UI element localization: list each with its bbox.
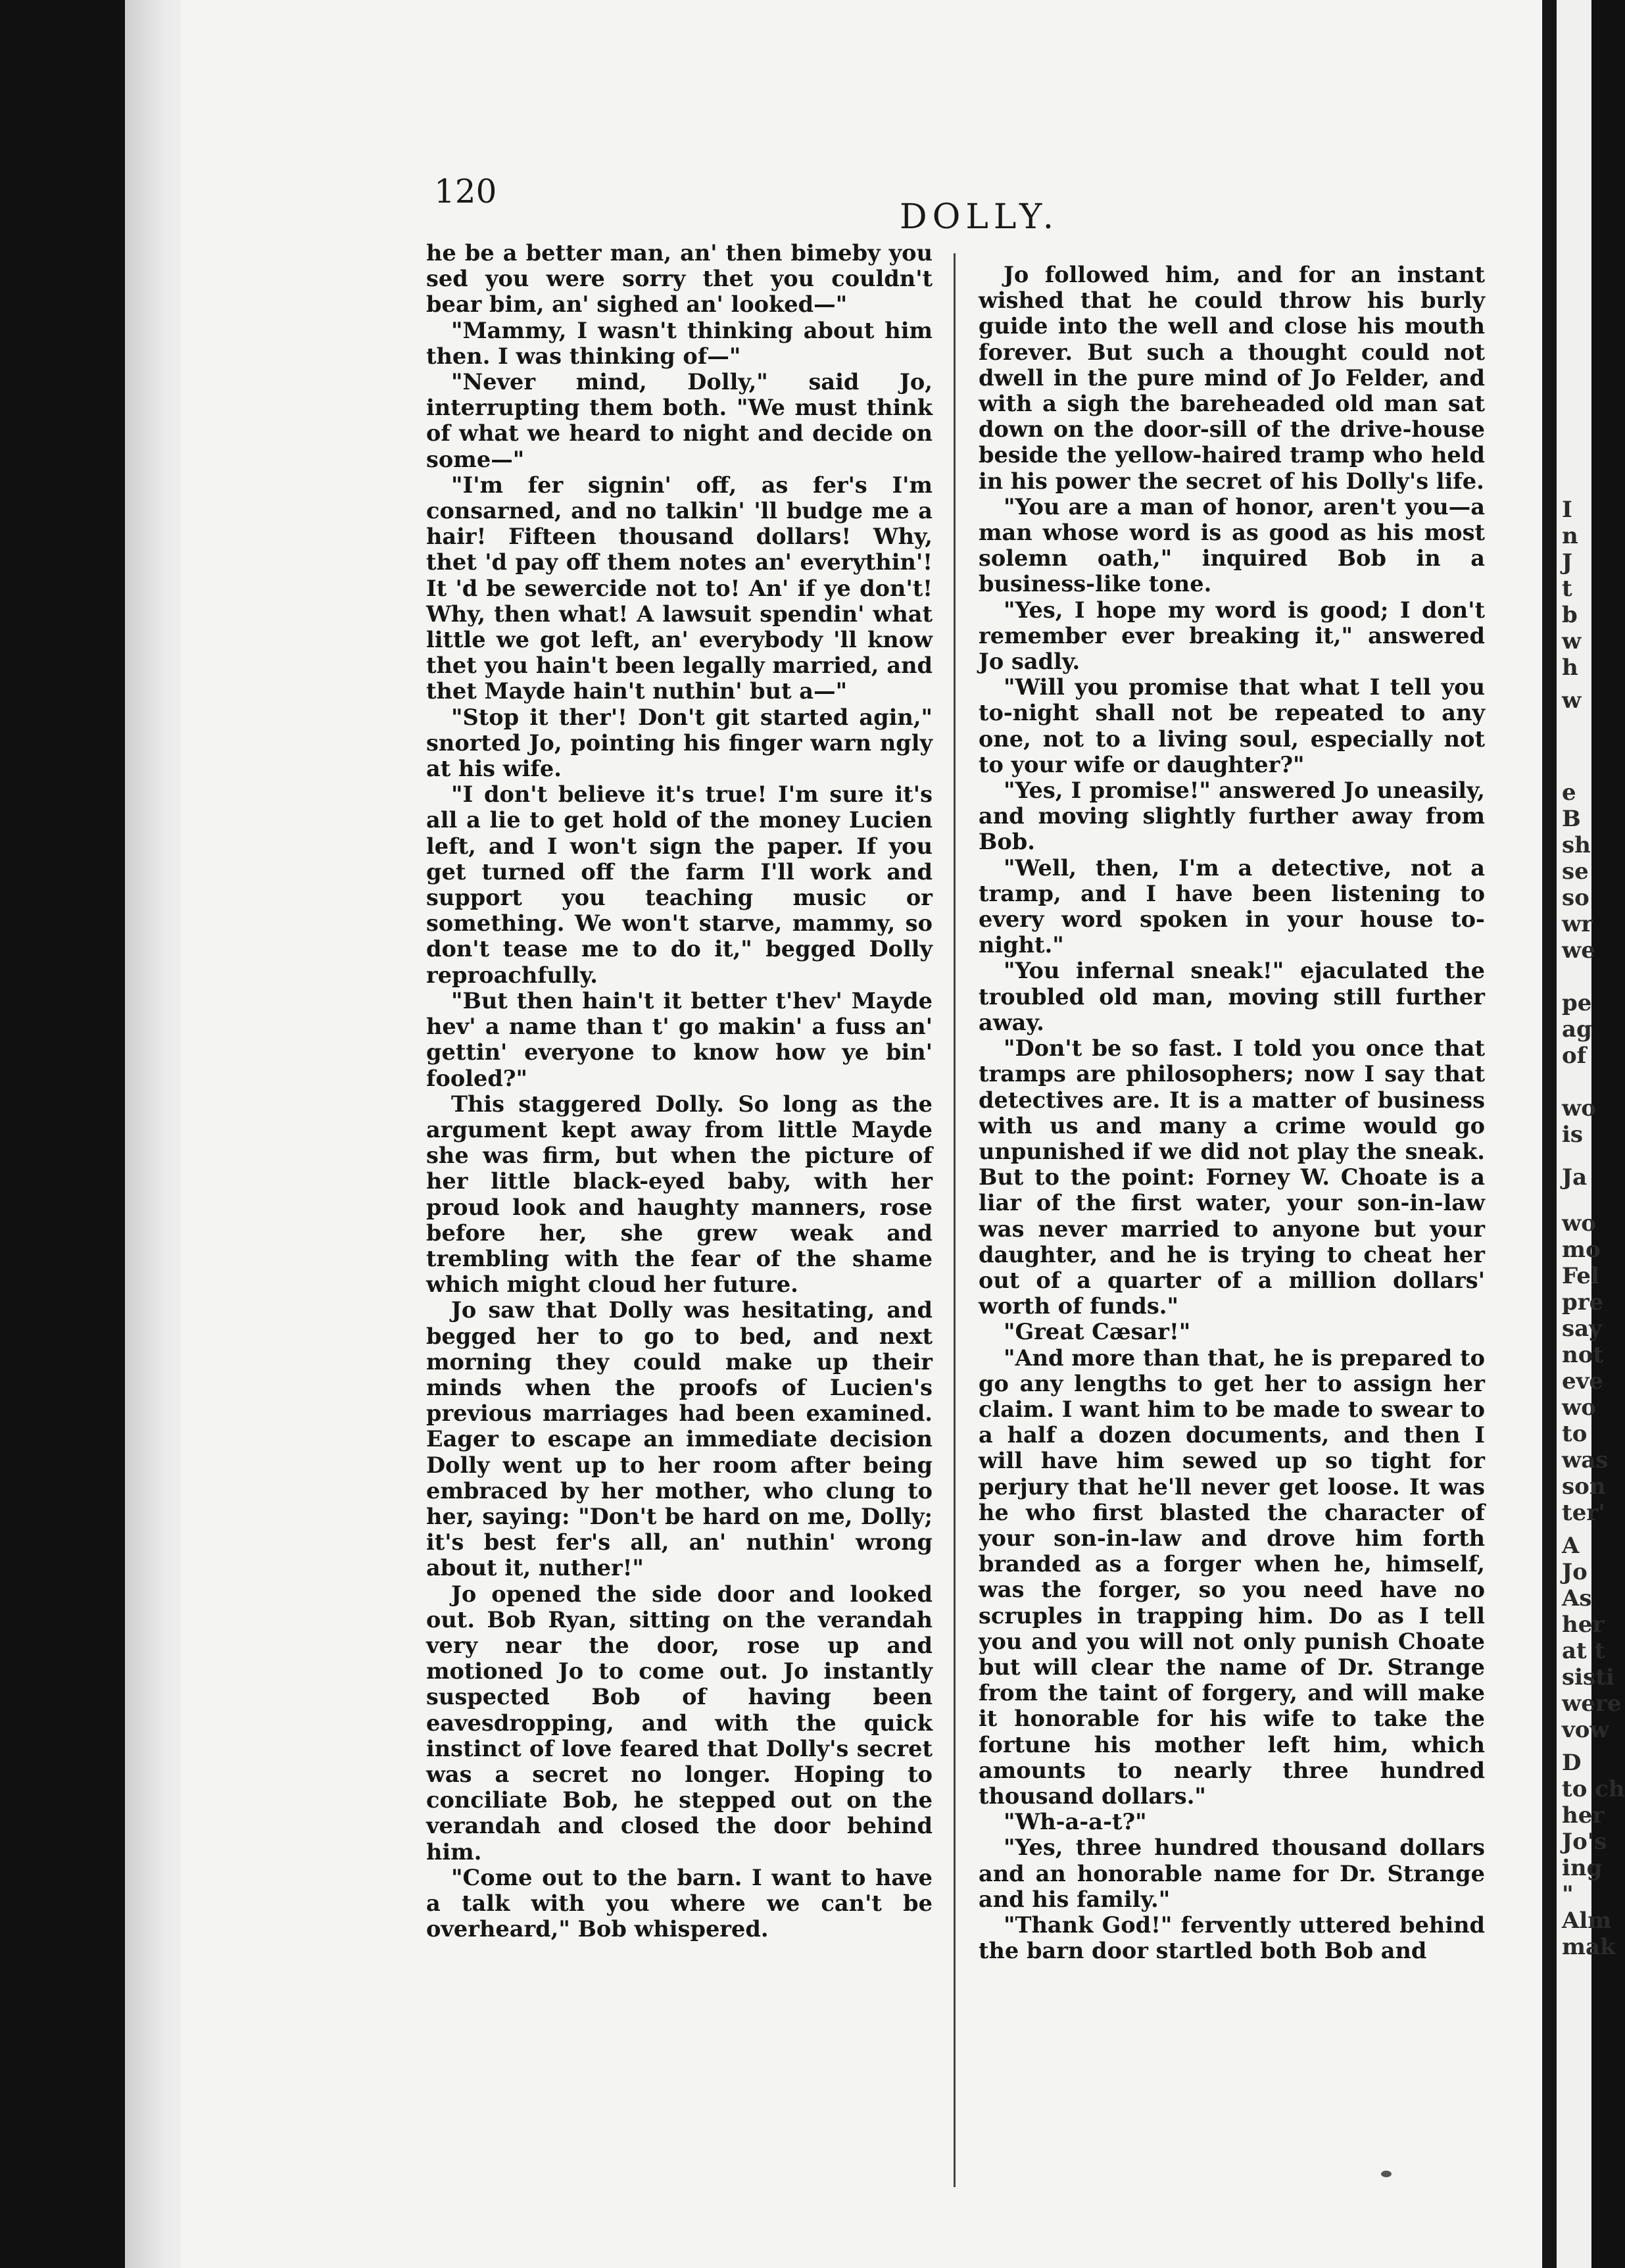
facing-page-fragment: As — [1562, 1585, 1592, 1612]
facing-page-fragment: to — [1562, 1421, 1588, 1447]
paragraph: "Mammy, I wasn't thinking about him then. I was thinking of—" — [426, 316, 933, 369]
paragraph: "Yes, I promise!" answered Jo uneasily, and moving slightly further away from Bob. — [979, 777, 1485, 855]
paragraph: "Will you promise that what I tell you to-night shall not be repeated to any one, not to a living soul, especially not to your wife or daughter?" — [979, 674, 1485, 777]
paragraph: "Yes, I hope my word is good; I don't remember ever breaking it," answered Jo sadly. — [979, 596, 1485, 675]
facing-page-fragment: e — [1562, 779, 1576, 806]
facing-page-fragment: Ja — [1562, 1164, 1588, 1191]
facing-page-fragment: J — [1562, 549, 1573, 576]
facing-page-fragment: to ch — [1562, 1776, 1625, 1802]
paragraph: "Yes, three hundred thousand dollars and an honorable name for Dr. Strange and his family." — [979, 1834, 1485, 1912]
facing-page-fragment: B — [1562, 806, 1581, 832]
facing-page-fragment: ing — [1562, 1855, 1603, 1881]
facing-page-fragment: so — [1562, 885, 1589, 911]
paragraph: "Don't be so fast. I told you once that tramps are philosophers; now I say that detectives are. It is a matter of business with us and many a crime would go unpunished if we did not play the sneak. But to the point: Forney W. Choate is a liar of the first water, your son-in-law was never married to anyone but your daughter, and he is trying to cheat her out of a quarter of a million dollars' worth of funds." — [979, 1035, 1485, 1319]
facing-page-fragment: Jo — [1562, 1559, 1588, 1585]
facing-page-fragment: we — [1562, 937, 1595, 964]
facing-page-fragment: eve — [1562, 1368, 1604, 1394]
paragraph: "You are a man of honor, aren't you—a man whose word is as good as his most solemn oath," inquired Bob in a business-like tone. — [979, 493, 1485, 597]
facing-page-fragment: sh — [1562, 832, 1591, 858]
facing-page-fragment: wo — [1562, 1210, 1596, 1237]
paragraph: "You infernal sneak!" ejaculated the troubled old man, moving still further away. — [979, 957, 1485, 1035]
facing-page-fragment: pe — [1562, 990, 1592, 1016]
facing-page-fragment: mo — [1562, 1237, 1601, 1263]
paragraph: "Thank God!" fervently uttered behind the barn door startled both Bob and — [979, 1911, 1485, 1964]
facing-page-fragment: t — [1562, 576, 1572, 602]
facing-page-fragment: of — [1562, 1043, 1587, 1069]
facing-page-fragment: wr — [1562, 911, 1593, 937]
facing-page-fragment: vow — [1562, 1717, 1609, 1743]
facing-page-fragment: was — [1562, 1447, 1609, 1473]
facing-page-fragment: I — [1562, 497, 1572, 523]
facing-page-fragment: son — [1562, 1473, 1606, 1500]
paragraph: "Wh-a-a-t?" — [1004, 1808, 1147, 1835]
facing-page-fragment: not — [1562, 1342, 1604, 1368]
paragraph: he be a better man, an' then bimeby you sed you were sorry thet you couldn't bear bim, an' sighed an' looked—" — [426, 239, 933, 318]
facing-page-edge — [1557, 0, 1625, 2268]
facing-page-fragment: n — [1562, 523, 1578, 549]
running-head: DOLLY. — [900, 197, 1059, 237]
facing-page-fragment: pre — [1562, 1289, 1604, 1316]
print-speck — [1381, 2171, 1392, 2177]
facing-page-fragment: se — [1562, 858, 1589, 885]
column-rule — [954, 253, 956, 2187]
paragraph: "I'm fer signin' off, as fer's I'm consarned, and no talkin' 'll budge me a hair! Fifteen thousand dollars! Why, thet 'd pay off them notes an' everythin'! It 'd be sewercide not to! An' if ye don't! Why, then what! A lawsuit spendin' what little we got left, an' everybody 'll know thet you hain't been legally married, and thet Mayde hain't nuthin' but a—" — [426, 471, 933, 704]
facing-page-fragment: is — [1562, 1122, 1584, 1148]
facing-page-fragment: Jo's — [1562, 1829, 1607, 1855]
paragraph: Jo saw that Dolly was hesitating, and begged her to go to bed, and next morning they could make up their minds when the proofs of Lucien's previous marriages had been examined. Eager to escape an immediate decision Dolly went up to her room after being embraced by her mother, who clung to her, saying: "Don't be hard on me, Dolly; it's best fer's all, an' nuthin' wrong about it, nuther!" — [426, 1296, 933, 1581]
facing-page-fragment: w — [1562, 687, 1582, 714]
paragraph: "And more than that, he is prepared to go any lengths to get her to assign her claim. I want him to be made to swear to a half a dozen documents, and then I will have him sewed up so tight for perjury that he'll never get loose. It was he who first blasted the character of your son-in-law and drove him forth branded as a forger when he, himself, was the forger, so you need have no scruples in trapping him. Do as I tell you and you will not only punish Choate but will clear the name of Dr. Strange from the taint of forgery, and will make it honorable for his wife to take the fortune his mother left him, which amounts to nearly three hundred thousand dollars." — [979, 1344, 1485, 1809]
facing-page-fragment: Alm — [1562, 1908, 1612, 1934]
facing-page-fragment: at t — [1562, 1638, 1605, 1664]
facing-page-fragment: h — [1562, 654, 1578, 681]
facing-page-fragment: say — [1562, 1316, 1602, 1342]
facing-page-fragment: b — [1562, 602, 1578, 628]
left-text-column — [426, 240, 933, 1942]
facing-page-fragment: w — [1562, 628, 1582, 654]
facing-page-fragment: ag — [1562, 1016, 1592, 1043]
facing-page-fragment: " — [1562, 1881, 1574, 1908]
paragraph: "But then hain't it better t'hev' Mayde hev' a name than t' go makin' a fuss an' gettin' everyone to know how ye bin' fooled?" — [426, 987, 933, 1091]
facing-page-fragment: ter' — [1562, 1500, 1605, 1526]
paragraph: "Great Cæsar!" — [1004, 1318, 1191, 1345]
right-text-column — [979, 262, 1485, 1963]
facing-page-fragment: her — [1562, 1612, 1605, 1638]
paragraph: "I don't believe it's true! I'm sure it's all a lie to get hold of the money Lucien left, and I won't sign the paper. If you get turned off the farm I'll work and support you teaching music or something. We won't starve, mammy, so don't tease me to do it," begged Dolly reproachfully. — [426, 781, 933, 988]
facing-page-fragment: D — [1562, 1750, 1582, 1776]
facing-page-fragment: Fel — [1562, 1263, 1599, 1289]
facing-page-fragment: sisti — [1562, 1664, 1614, 1690]
facing-page-fragment: her — [1562, 1802, 1605, 1829]
book-gutter — [1542, 0, 1557, 2268]
facing-page-fragment: wo — [1562, 1095, 1596, 1122]
paragraph: Jo opened the side door and looked out. Bob Ryan, sitting on the verandah very near the door, rose up and motioned Jo to come out. Jo instantly suspected Bob of having been eavesdropping, and with the quick instinct of love feared that Dolly's secret was a secret no longer. Hoping to conciliate Bob, he stepped out on the verandah and closed the door behind him. — [426, 1580, 933, 1865]
page-number: 120 — [434, 172, 497, 210]
paragraph: This staggered Dolly. So long as the argument kept away from little Mayde she was firm, but when the picture of her little black-eyed baby, with her proud look and haughty manners, rose before her, she grew weak and trembling with the fear of the shame which might cloud her future. — [426, 1090, 933, 1298]
paragraph: "Well, then, I'm a detective, not a tramp, and I have been listening to every word spoken in your house to-night." — [979, 854, 1485, 958]
paragraph: "Come out to the barn. I want to have a talk with you where we can't be overheard," Bob whispered. — [426, 1863, 933, 1942]
facing-page-fragment: A — [1562, 1533, 1580, 1559]
facing-page-fragment: were — [1562, 1690, 1622, 1717]
paragraph: Jo followed him, and for an instant wished that he could throw his burly guide into the well and close his mouth forever. But such a thought could not dwell in the pure mind of Jo Felder, and with a sigh the bareheaded old man sat down on the door-sill of the drive-house beside the yellow-haired tramp who held in his power the secret of his Dolly's life. — [979, 261, 1485, 494]
facing-page-fragment: mak — [1562, 1934, 1616, 1960]
facing-page-fragment: wo — [1562, 1394, 1596, 1421]
paragraph: "Never mind, Dolly," said Jo, interrupting them both. "We must think of what we heard to night and decide on some—" — [426, 368, 933, 472]
paragraph: "Stop it ther'! Don't git started agin," snorted Jo, pointing his finger warn ngly at his wife. — [426, 703, 933, 782]
